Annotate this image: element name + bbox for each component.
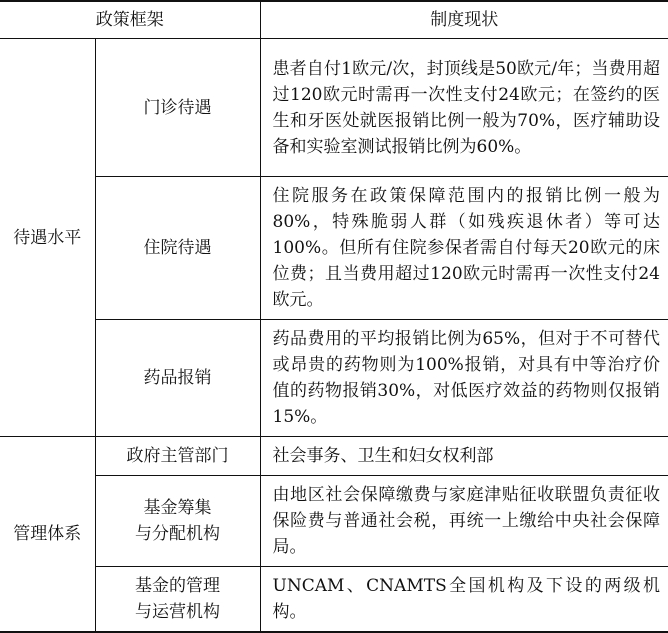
item-government-dept: 政府主管部门 [95, 437, 260, 476]
desc-inpatient: 住院服务在政策保障范围内的报销比例一般为80%，特殊脆弱人群（如残疾退休者）等可达100%。但所有住院参保者需自付每天20欧元的床位费；且当费用超过120欧元时需再一次性支付24欧元。 [260, 177, 668, 320]
header-system-status: 制度现状 [260, 1, 668, 39]
item-fund-collection [95, 476, 260, 567]
table-header-row [0, 1, 668, 39]
item-inpatient: 住院待遇 [95, 177, 260, 320]
table-row [0, 567, 668, 633]
item-fund-management-line1: 基金的管理 [135, 576, 220, 596]
desc-fund-collection: 由地区社会保障缴费与家庭津贴征收联盟负责征收保险费与普通社会税，再统一上缴给中央社会保障局。 [260, 476, 668, 567]
desc-outpatient: 患者自付1欧元/次，封顶线是50欧元/年；当费用超过120欧元时需再一次性支付24欧元；在签约的医生和牙医处就医报销比例一般为70%，医疗辅助设备和实验室测试报销比例为60%。 [260, 39, 668, 177]
category-management-system: 管理体系 [0, 437, 95, 633]
table-row [0, 476, 668, 567]
item-fund-management [95, 567, 260, 633]
desc-government-dept: 社会事务、卫生和妇女权利部 [260, 437, 668, 476]
table-row [0, 320, 668, 437]
category-benefit-level: 待遇水平 [0, 39, 95, 437]
item-outpatient: 门诊待遇 [95, 39, 260, 177]
item-drug-reimbursement: 药品报销 [95, 320, 260, 437]
desc-drug-reimbursement: 药品费用的平均报销比例为65%，但对于不可替代或昂贵的药物则为100%报销，对具有中等治疗价值的药物报销30%，对低医疗效益的药物则仅报销15%。 [260, 320, 668, 437]
item-fund-management-line2: 与运营机构 [135, 602, 220, 622]
desc-fund-management: UNCAM、CNAMTS全国机构及下设的两级机构。 [260, 567, 668, 633]
item-fund-collection-line1: 基金筹集 [143, 498, 212, 518]
header-policy-framework: 政策框架 [0, 1, 260, 39]
item-fund-collection-line2: 与分配机构 [135, 524, 220, 544]
table-row [0, 437, 668, 476]
table-row [0, 177, 668, 320]
table-row [0, 39, 668, 177]
